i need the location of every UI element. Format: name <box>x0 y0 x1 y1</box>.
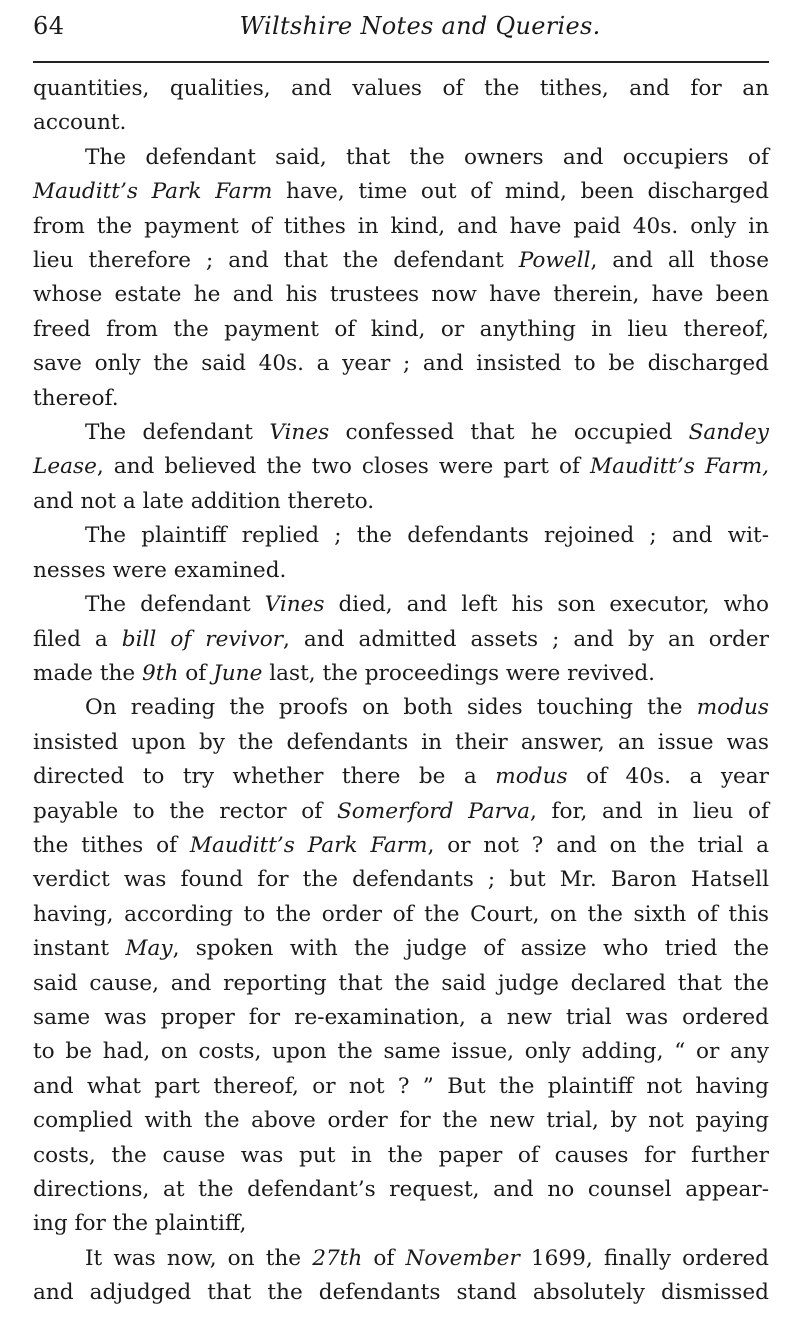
text-segment: the tithes of <box>33 832 190 858</box>
text-segment: made the <box>33 660 143 686</box>
text-line <box>33 898 769 932</box>
text-line <box>33 760 769 794</box>
text-segment: , and admitted assets ; and by an order <box>283 626 769 652</box>
text-line <box>33 519 769 553</box>
page-number: 64 <box>33 12 65 40</box>
italic-text: 9th <box>142 660 179 686</box>
text-line <box>33 141 769 175</box>
text-segment: , for, and in lieu of <box>529 798 769 824</box>
text-segment: of <box>178 660 214 686</box>
text-segment: nesses were examined. <box>33 557 287 583</box>
text-line <box>33 313 769 347</box>
text-segment: ing for the plaintiff, <box>33 1211 247 1237</box>
text-segment: thereof. <box>33 385 119 411</box>
text-line <box>33 829 769 863</box>
text-line <box>33 726 769 760</box>
text-segment: confessed that he occupied <box>329 420 689 446</box>
text-segment: of <box>362 1245 406 1271</box>
text-segment: freed from the payment of kind, or anything in lieu thereof, <box>33 316 769 342</box>
italic-text: modus <box>495 764 568 790</box>
text-segment: same was proper for re-examination, a new trial was ordered <box>33 1004 769 1030</box>
text-line <box>33 1139 769 1173</box>
text-line <box>33 106 769 140</box>
italic-text: Powell <box>518 248 591 274</box>
text-segment: to be had, on costs, upon the same issue, only adding, “ or any <box>33 1039 769 1065</box>
italic-text: Mauditt’s Park Farm <box>189 832 428 858</box>
text-segment: It was now, on the <box>85 1245 313 1271</box>
text-segment: died, and left his son executor, who <box>324 592 769 618</box>
text-segment: of 40s. a year <box>567 764 770 790</box>
text-segment: , or not ? and on the trial a <box>427 832 769 858</box>
text-line <box>33 932 769 966</box>
header-rule <box>33 61 769 63</box>
italic-text: Lease <box>33 454 97 480</box>
text-line <box>33 210 769 244</box>
italic-text: modus <box>696 695 769 721</box>
italic-text: bill of revivor <box>121 626 284 652</box>
text-segment: directed to try whether there be a <box>33 764 496 790</box>
text-line <box>33 967 769 1001</box>
text-segment: save only the said 40s. a year ; and insisted to be discharged <box>33 351 769 377</box>
italic-text: May <box>125 936 173 962</box>
text-line <box>33 450 769 484</box>
text-segment: costs, the cause was put in the paper of causes for further <box>33 1142 769 1168</box>
text-line <box>33 554 769 588</box>
text-line <box>33 1001 769 1035</box>
text-segment: The defendant <box>85 420 270 446</box>
text-segment: last, the proceedings were revived. <box>262 660 656 686</box>
text-segment: filed a <box>33 626 122 652</box>
text-line <box>33 623 769 657</box>
italic-text: Somerford Parva <box>336 798 530 824</box>
text-line <box>33 485 769 519</box>
text-segment: The plaintiff replied ; the defendants rejoined ; and wit- <box>85 523 769 549</box>
text-line <box>33 691 769 725</box>
text-segment: have, time out of mind, been discharged <box>272 179 769 205</box>
italic-text: November <box>405 1245 520 1271</box>
text-segment: The defendant said, that the owners and occupiers of <box>85 144 769 170</box>
text-line <box>33 1173 769 1207</box>
text-line <box>33 278 769 312</box>
text-line <box>33 1035 769 1069</box>
text-segment: from the payment of tithes in kind, and have paid 40s. only in <box>33 213 769 239</box>
text-segment: said cause, and reporting that the said judge declared that the <box>33 970 769 996</box>
italic-text: Mauditt’s Farm, <box>590 454 769 480</box>
text-segment: and adjudged that the defendants stand absolutely dismissed <box>33 1280 769 1306</box>
text-segment: insisted upon by the defendants in their answer, an issue was <box>33 729 769 755</box>
italic-text: Sandey <box>688 420 770 446</box>
italic-text: Vines <box>264 592 325 618</box>
text-line <box>33 244 769 278</box>
text-segment: and not a late addition thereto. <box>33 488 375 514</box>
text-segment: verdict was found for the defendants ; but Mr. Baron Hatsell <box>33 867 769 893</box>
text-line <box>33 347 769 381</box>
text-line <box>33 588 769 622</box>
running-title: Wiltshire Notes and Queries. <box>239 12 601 40</box>
text-line <box>33 175 769 209</box>
text-segment: complied with the above order for the new trial, by not paying <box>33 1108 769 1134</box>
text-line <box>33 72 769 106</box>
text-line <box>33 795 769 829</box>
italic-text: Mauditt’s Park Farm <box>33 179 273 205</box>
text-segment: having, according to the order of the Court, on the sixth of this <box>33 901 769 927</box>
text-segment: On reading the proofs on both sides touching the <box>85 695 697 721</box>
text-segment: , and believed the two closes were part of <box>96 454 590 480</box>
text-segment: lieu therefore ; and that the defendant <box>33 248 519 274</box>
italic-text: Vines <box>269 420 330 446</box>
page-header <box>0 0 800 66</box>
text-segment: 1699, finally ordered <box>519 1245 769 1271</box>
text-line <box>33 382 769 416</box>
text-line <box>33 1104 769 1138</box>
text-segment: directions, at the defendant’s request, and no counsel appear- <box>33 1177 769 1202</box>
text-line <box>33 1207 769 1241</box>
text-line <box>33 1276 769 1310</box>
text-line <box>33 657 769 691</box>
text-segment: , spoken with the judge of assize who tried the <box>172 936 769 962</box>
text-line <box>33 863 769 897</box>
text-line <box>33 1242 769 1276</box>
text-segment: , and all those <box>590 248 769 274</box>
text-segment: and what part thereof, or not ? ” But the plaintiff not having <box>33 1073 769 1099</box>
text-segment: instant <box>33 936 126 962</box>
text-segment: account. <box>33 110 127 136</box>
text-segment: quantities, qualities, and values of the tithes, and for an <box>33 76 769 101</box>
text-line <box>33 416 769 450</box>
text-line <box>33 1070 769 1104</box>
text-segment: The defendant <box>85 592 265 618</box>
italic-text: 27th <box>312 1245 363 1271</box>
italic-text: June <box>213 660 263 686</box>
text-segment: whose estate he and his trustees now have therein, have been <box>33 282 769 308</box>
body-text <box>33 72 769 1311</box>
text-segment: payable to the rector of <box>33 798 337 824</box>
